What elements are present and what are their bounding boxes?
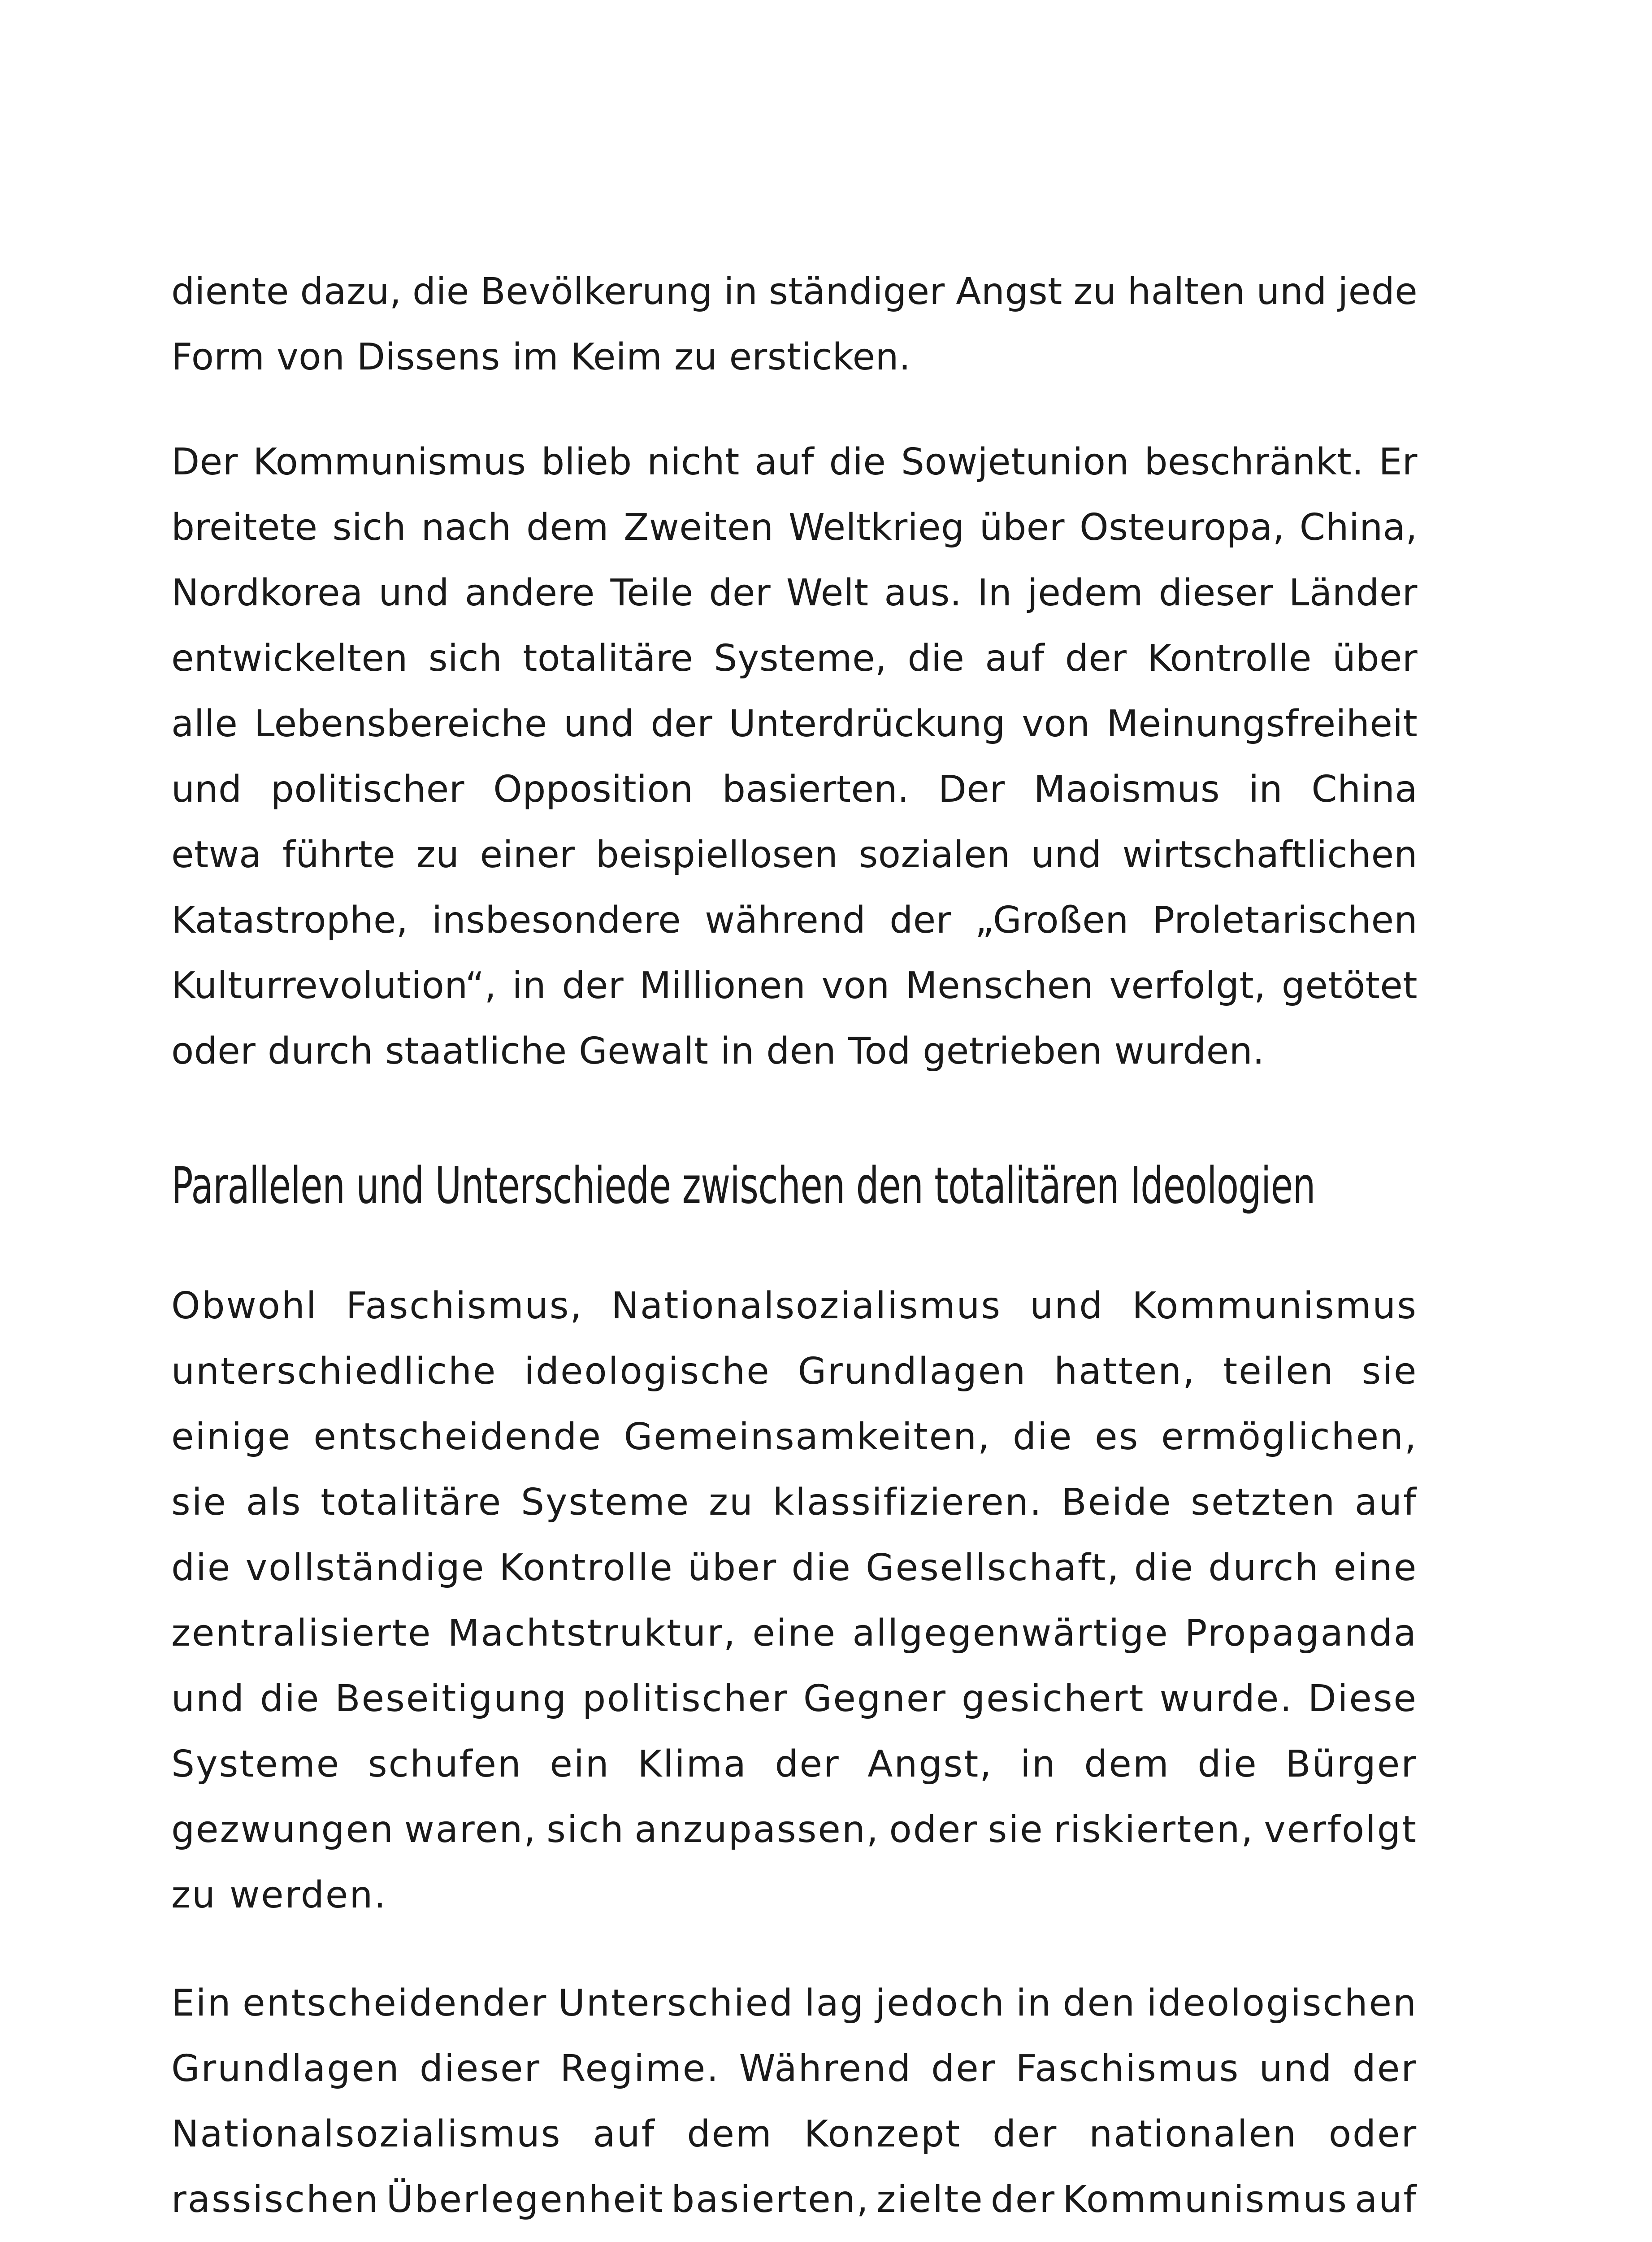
text-line: Nationalsozialismus auf dem Konzept der nationalen oder: [171, 2113, 1418, 2155]
text-line: breitete sich nach dem Zweiten Weltkrieg über Osteuropa, China,: [171, 506, 1418, 549]
paragraph: [171, 1273, 1418, 1928]
text-line: etwa führte zu einer beispiellosen sozialen und wirtschaftlichen: [171, 834, 1418, 876]
paragraph: [171, 1971, 1418, 2233]
text-line: entwickelten sich totalitäre Systeme, die auf der Kontrolle über: [171, 637, 1418, 680]
text-line: unterschiedliche ideologische Grundlagen hatten, teilen sie: [171, 1350, 1418, 1393]
text-line: zentralisierte Machtstruktur, eine allgegenwärtige Propaganda: [171, 1612, 1418, 1655]
text-line: zu werden.: [171, 1874, 387, 1916]
text-line: Obwohl Faschismus, Nationalsozialismus und Kommunismus: [171, 1285, 1418, 1327]
text-line: Katastrophe, insbesondere während der „Großen Proletarischen: [171, 899, 1418, 942]
text-line: Nordkorea und andere Teile der Welt aus. In jedem dieser Länder: [171, 572, 1418, 614]
text-line: Kulturrevolution“, in der Millionen von Menschen verfolgt, getötet: [171, 965, 1418, 1007]
text-line: Systeme schufen ein Klima der Angst, in dem die Bürger: [171, 1743, 1418, 1786]
text-line: und die Beseitigung politischer Gegner gesichert wurde. Diese: [171, 1677, 1418, 1720]
text-line: die vollständige Kontrolle über die Gesellschaft, die durch eine: [171, 1547, 1418, 1589]
text-line: Ein entscheidender Unterschied lag jedoch in den ideologischen: [171, 1982, 1418, 2025]
text-line: oder durch staatliche Gewalt in den Tod getrieben wurden.: [171, 1030, 1265, 1073]
text-line: alle Lebensbereiche und der Unterdrückung von Meinungsfreiheit: [171, 703, 1418, 745]
text-line: Grundlagen dieser Regime. Während der Faschismus und der: [171, 2047, 1418, 2090]
text-line: Der Kommunismus blieb nicht auf die Sowjetunion beschränkt. Er: [171, 441, 1418, 483]
text-line: einige entscheidende Gemeinsamkeiten, die es ermöglichen,: [171, 1416, 1418, 1458]
text-line: sie als totalitäre Systeme zu klassifizieren. Beide setzten auf: [171, 1481, 1418, 1524]
paragraph: [171, 259, 1418, 390]
text-line: diente dazu, die Bevölkerung in ständiger Angst zu halten und jede: [171, 270, 1418, 313]
paragraph: [171, 430, 1418, 1084]
text-line: gezwungen waren, sich anzupassen, oder sie riskierten, verfolgt: [171, 1808, 1418, 1851]
text-line: Form von Dissens im Keim zu ersticken.: [171, 336, 911, 378]
text-line: rassischen Überlegenheit basierten, zielte der Kommunismus auf: [171, 2178, 1418, 2221]
section-heading: Parallelen und Unterschiede zwischen den totalitären Ideologien: [171, 1157, 1315, 1215]
text-line: und politischer Opposition basierten. Der Maoismus in China: [171, 768, 1418, 811]
